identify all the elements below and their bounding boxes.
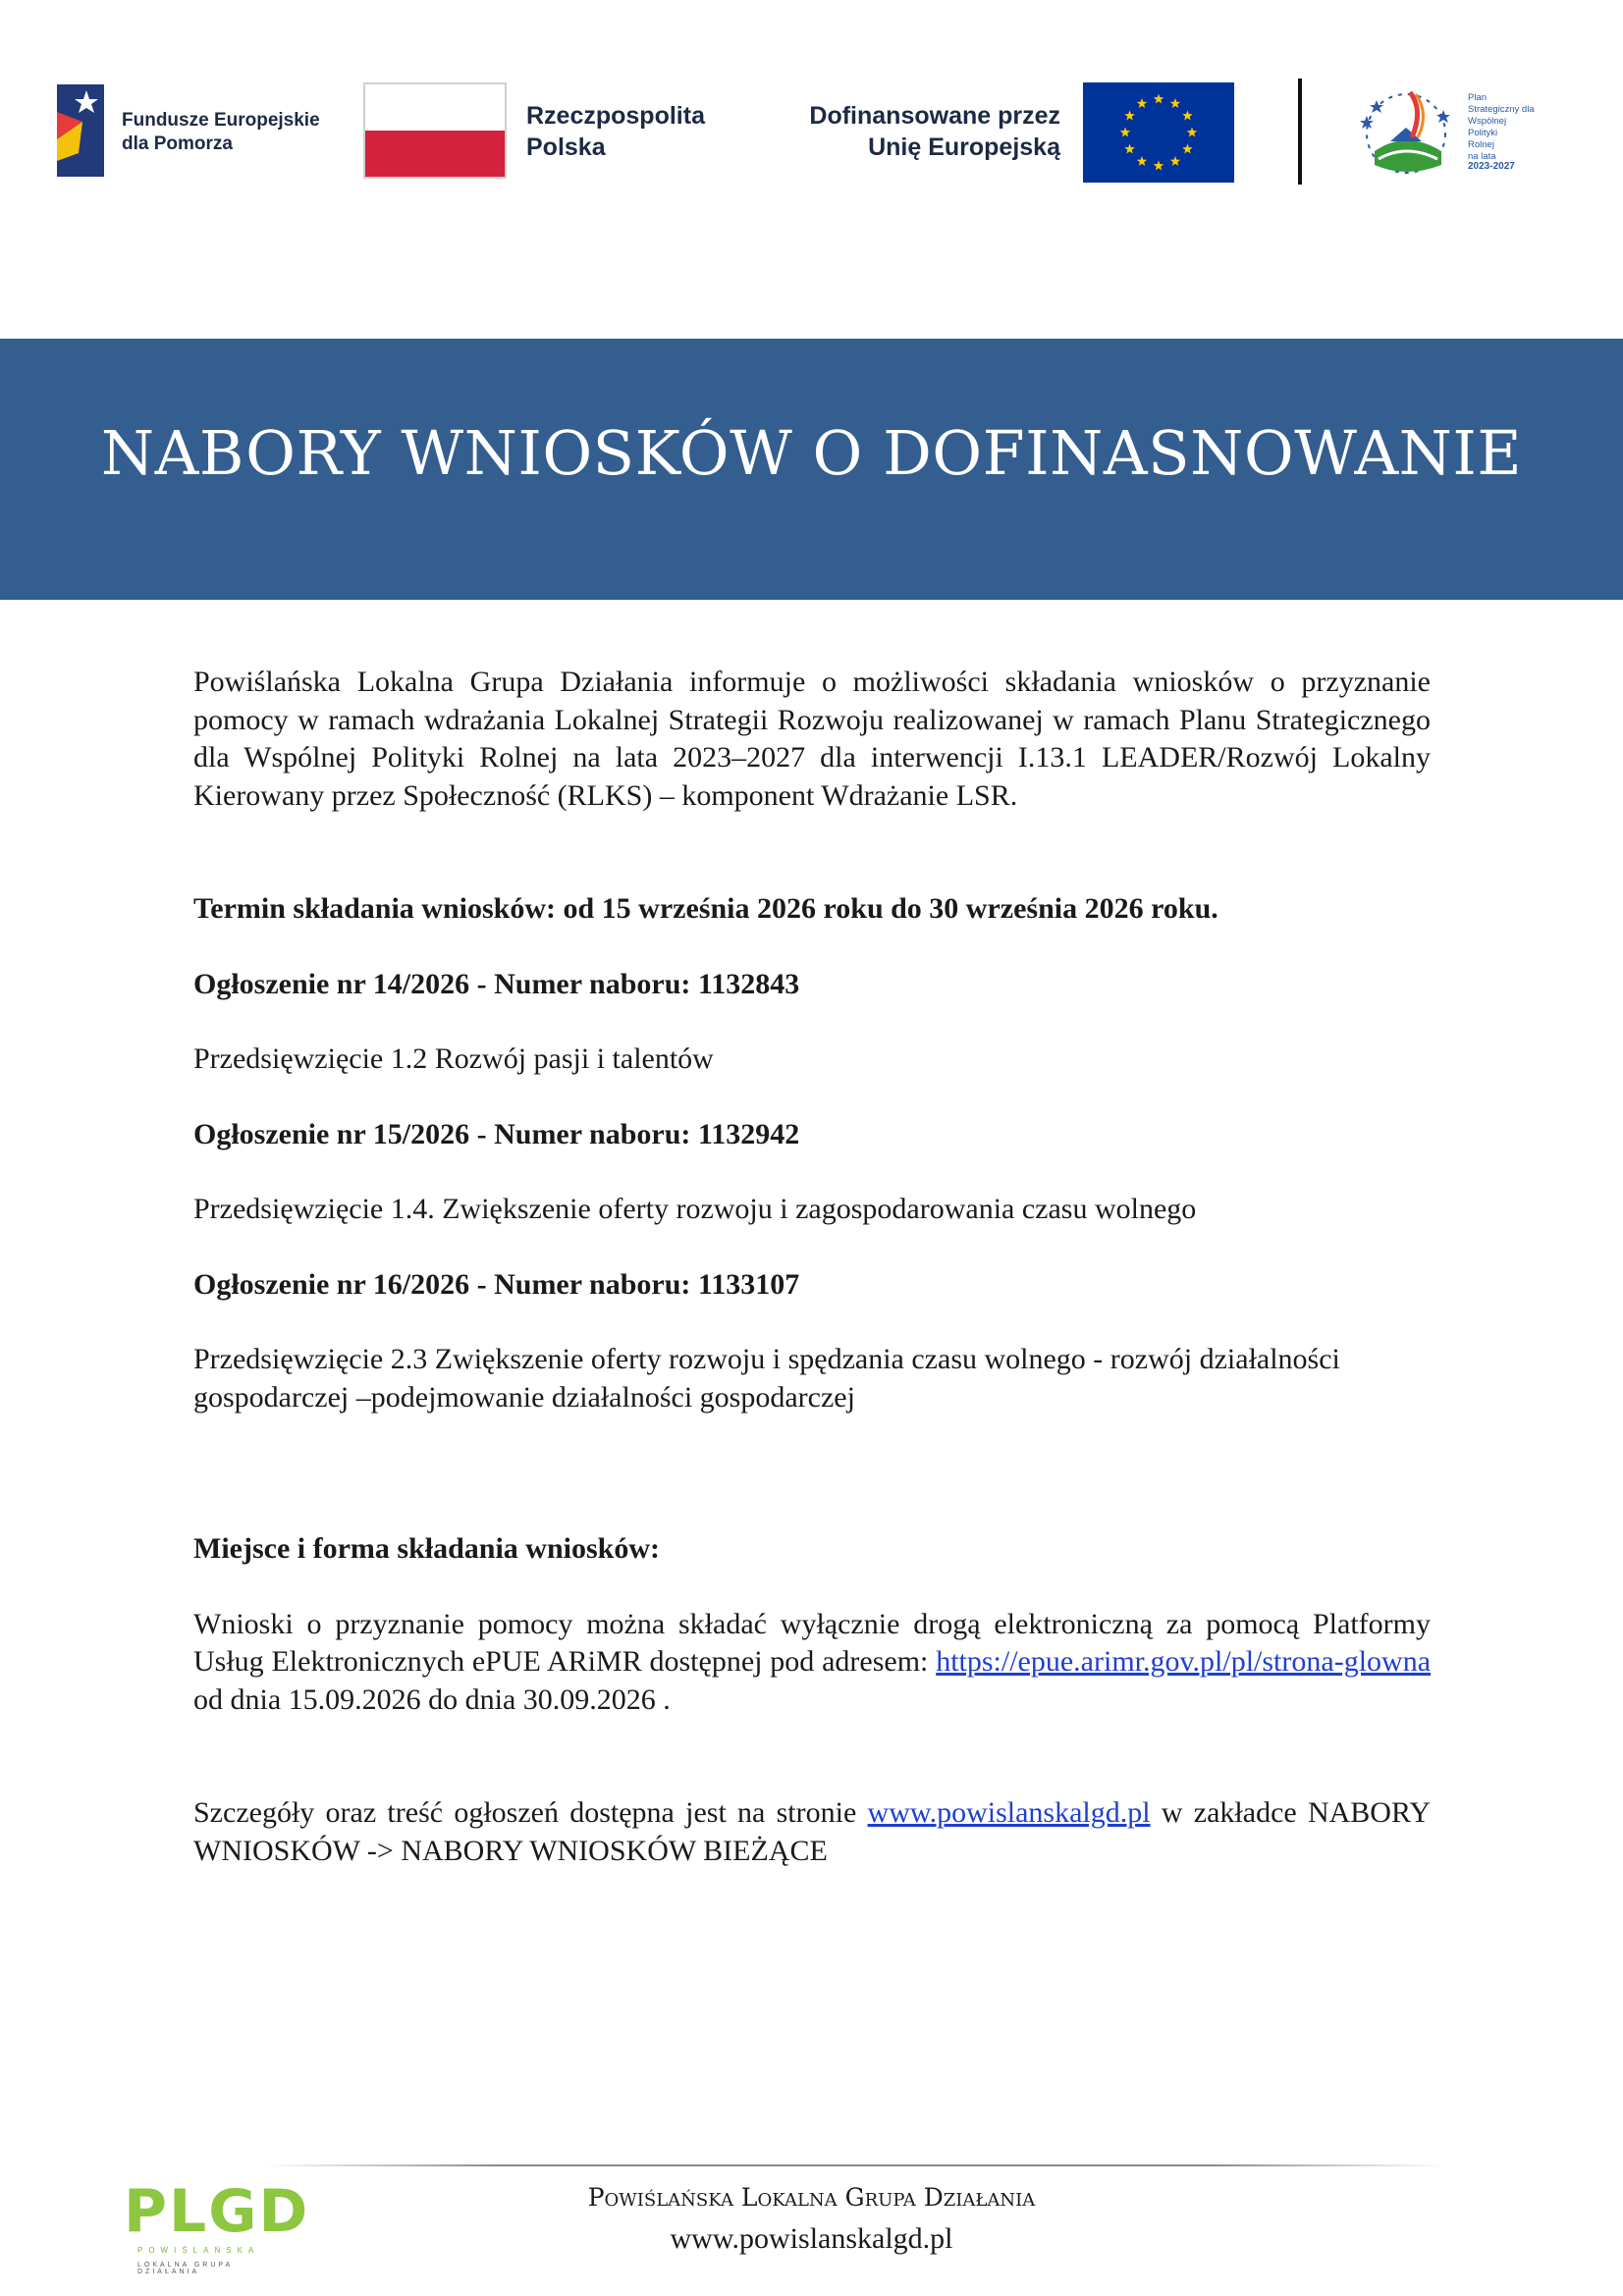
eu-star-icon: [1137, 156, 1147, 166]
announcement-14-heading: Ogłoszenie nr 14/2026 - Numer naboru: 1132843: [193, 967, 800, 1000]
logo-bar: [0, 0, 1623, 196]
epue-link[interactable]: https://epue.arimr.gov.pl/pl/strona-glowna: [936, 1645, 1432, 1678]
intro-paragraph: Powiślańska Lokalna Grupa Działania informuje o możliwości składania wniosków o przyznanie pomocy w ramach wdrażania Lokalnej Strategii Rozwoju realizowanej w ramach Planu Strategicznego dla Wspólnej Polityki Rolnej na lata 2023–2027 dla interwencji I.13.1 LEADER/Rozwój Lokalny Kierowany przez Społeczność (RLKS) – komponent Wdrażanie LSR.: [193, 666, 1431, 812]
fundusze-europejskie-text: Fundusze Europejskie dla Pomorza: [122, 110, 320, 154]
submission-heading: Miejsce i forma składania wniosków:: [193, 1532, 660, 1565]
title-banner: [0, 339, 1623, 600]
eu-cofinanced-text: Dofinansowane przez Unię Europejską: [809, 102, 1060, 161]
deadline-text: Termin składania wniosków: od 15 września 2026 roku do 30 września 2026 roku.: [193, 892, 1218, 925]
plan-strategiczny-years: 2023-2027: [1468, 161, 1515, 172]
submission-paragraph: [193, 1606, 1431, 1720]
announcement-15-heading: Ogłoszenie nr 15/2026 - Numer naboru: 1132942: [193, 1117, 800, 1150]
details-text: Szczegóły oraz treść ogłoszeń dostępna jest na stronie: [193, 1796, 857, 1829]
plan-strategiczny-icon: [1355, 80, 1463, 183]
submission-dates: od dnia 15.09.2026 do dnia 30.09.2026 .: [193, 1682, 671, 1716]
plgd-logo-letters: PLGD: [124, 2177, 310, 2246]
eu-star-icon: [1137, 98, 1147, 108]
eu-star-icon: [1182, 144, 1192, 154]
plan-strategiczny-logo: [1355, 80, 1561, 183]
eu-star-icon: [1170, 156, 1180, 166]
eu-star-icon: [1120, 128, 1130, 137]
fundusze-europejskie-logo: [57, 82, 332, 181]
footer-divider: [265, 2164, 1443, 2166]
page-title: NABORY WNIOSKÓW O DOFINASNOWANIE: [100, 417, 1523, 489]
details-tail: w zakładce NABORY WNIOSKÓW -> NABORY WNIOSKÓW BIEŻĄCE: [193, 1796, 1431, 1867]
rzeczpospolita-text: Rzeczpospolita Polska: [526, 102, 705, 161]
eu-star-icon: [1154, 161, 1163, 171]
submission-text: Wnioski o przyznanie pomocy można składać wyłącznie drogą elektroniczną za pomocą Platformy Usług Elektronicznych ePUE ARiMR dostępnej pod adresem:: [193, 1607, 1431, 1678]
announcement-14-description: Przedsięwzięcie 1.2 Rozwój pasji i talentów: [193, 1042, 714, 1075]
footer-url[interactable]: www.powislanskalgd.pl: [670, 2222, 953, 2255]
plgd-logo-tagline: LOKALNA GRUPA DZIAŁANIA: [137, 2262, 233, 2275]
eu-star-icon: [1154, 94, 1163, 104]
logo-divider: [1298, 79, 1302, 185]
details-paragraph: [193, 1794, 1431, 1870]
document-body: [193, 664, 1431, 1870]
eu-star-icon: [1187, 128, 1197, 137]
fundusze-europejskie-icon: [57, 82, 108, 181]
plgd-logo-subtitle: POWIŚLAŃSKA: [137, 2246, 260, 2255]
eu-star-icon: [1182, 111, 1192, 121]
poland-flag-icon: [363, 82, 507, 179]
website-link[interactable]: www.powislanskalgd.pl: [867, 1796, 1151, 1829]
rzeczpospolita-logo: [363, 82, 736, 181]
plan-strategiczny-text: Plan Strategiczny dla Wspólnej Polityki Rolnej na lata: [1468, 92, 1535, 162]
eu-flag-icon: [1083, 82, 1234, 183]
footer-org-name: Powiślańska Lokalna Grupa Działania: [587, 2183, 1036, 2212]
eu-star-icon: [1170, 98, 1180, 108]
eu-star-icon: [1124, 144, 1134, 154]
announcement-16-heading: Ogłoszenie nr 16/2026 - Numer naboru: 1133107: [193, 1267, 800, 1301]
eu-star-icon: [1124, 111, 1134, 121]
announcement-15-description: Przedsięwzięcie 1.4. Zwiększenie oferty rozwoju i zagospodarowania czasu wolnego: [193, 1193, 1197, 1225]
announcement-16-description: Przedsięwzięcie 2.3 Zwiększenie oferty rozwoju i spędzania czasu wolnego - rozwój działalności gospodarczej –podejmowanie działalności gospodarczej: [193, 1343, 1340, 1414]
